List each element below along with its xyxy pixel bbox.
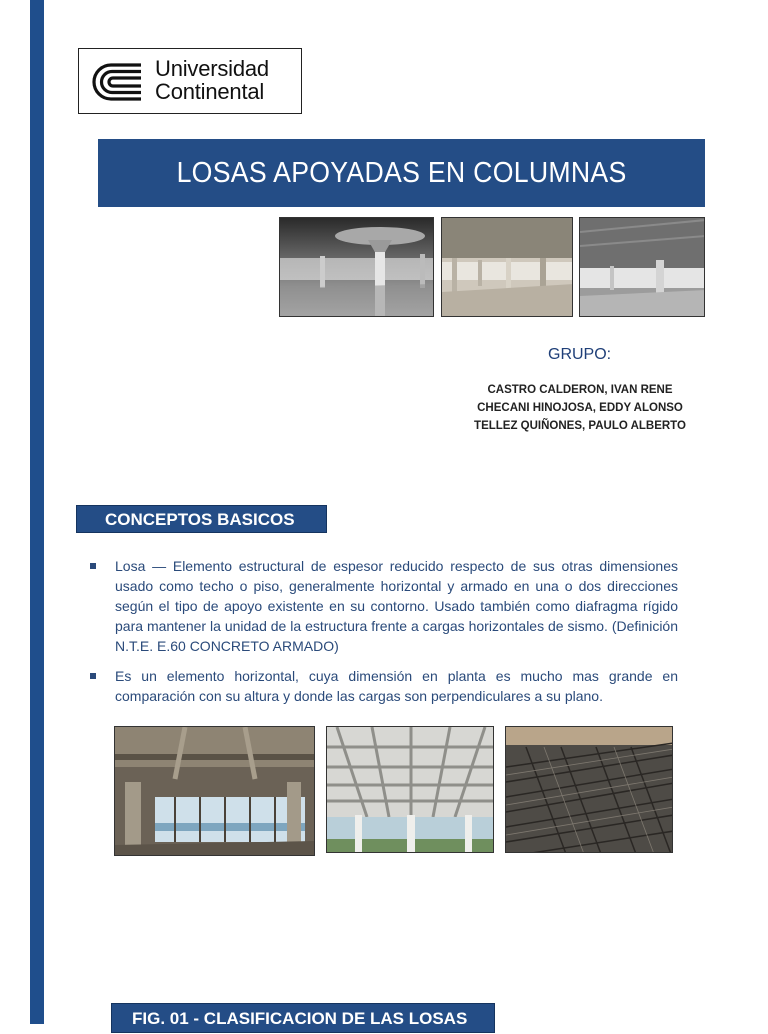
university-logo — [78, 48, 302, 114]
page-title: LOSAS APOYADAS EN COLUMNAS — [176, 156, 627, 189]
member-name: TELLEZ QUIÑONES, PAULO ALBERTO — [474, 420, 686, 432]
bullet-square-icon — [90, 673, 96, 679]
group-members — [460, 381, 700, 435]
section-header-concepts: CONCEPTOS BASICOS — [76, 505, 327, 533]
left-accent-bar — [30, 0, 44, 1024]
figure-caption-header: FIG. 01 - CLASIFICACION DE LAS LOSAS — [111, 1003, 495, 1033]
rebar-mesh-photo — [506, 727, 673, 853]
bullet-text: Losa — Elemento estructural de espesor reducido respecto de sus otras dimensiones usado como techo o piso, generalmente horizontal y armado en una o dos direcciones según el tipo de apoyo existente en su contorno. Usado también como diafragma rígido para mantener la unidad de la estructura frente a cargas horizontales de sismo. (Definición N.T.E. E.60 CONCRETO ARMADO) — [115, 558, 678, 654]
top-photo-1 — [279, 217, 434, 317]
flat-slab-interior-photo — [580, 218, 705, 317]
logo-line-2: Continental — [155, 79, 265, 104]
list-item — [88, 556, 678, 656]
group-title: GRUPO: — [548, 346, 612, 363]
waffle-slab-photo — [327, 727, 494, 853]
beam-slab-interior-photo — [115, 727, 315, 856]
top-photo-2 — [441, 217, 573, 317]
bottom-photo-1 — [114, 726, 315, 856]
logo-wordmark — [155, 57, 269, 103]
top-photo-3 — [579, 217, 705, 317]
mushroom-column-photo — [280, 218, 434, 317]
member-name: CASTRO CALDERON, IVAN RENE — [487, 384, 673, 396]
title-banner — [98, 139, 705, 207]
concepts-bullet-list — [88, 556, 678, 716]
flat-slab-construction-photo — [442, 218, 573, 317]
bullet-text: Es un elemento horizontal, cuya dimensión en planta es mucho mas grande en comparación con su altura y donde las cargas son perpendiculares a su plano. — [115, 668, 678, 704]
logo-line-1: Universidad — [155, 56, 269, 81]
member-name: CHECANI HINOJOSA, EDDY ALONSO — [477, 402, 683, 414]
bullet-square-icon — [90, 563, 96, 569]
bottom-photo-3 — [505, 726, 673, 853]
continental-logo-icon — [87, 59, 147, 105]
bottom-photo-2 — [326, 726, 494, 853]
list-item — [88, 666, 678, 706]
